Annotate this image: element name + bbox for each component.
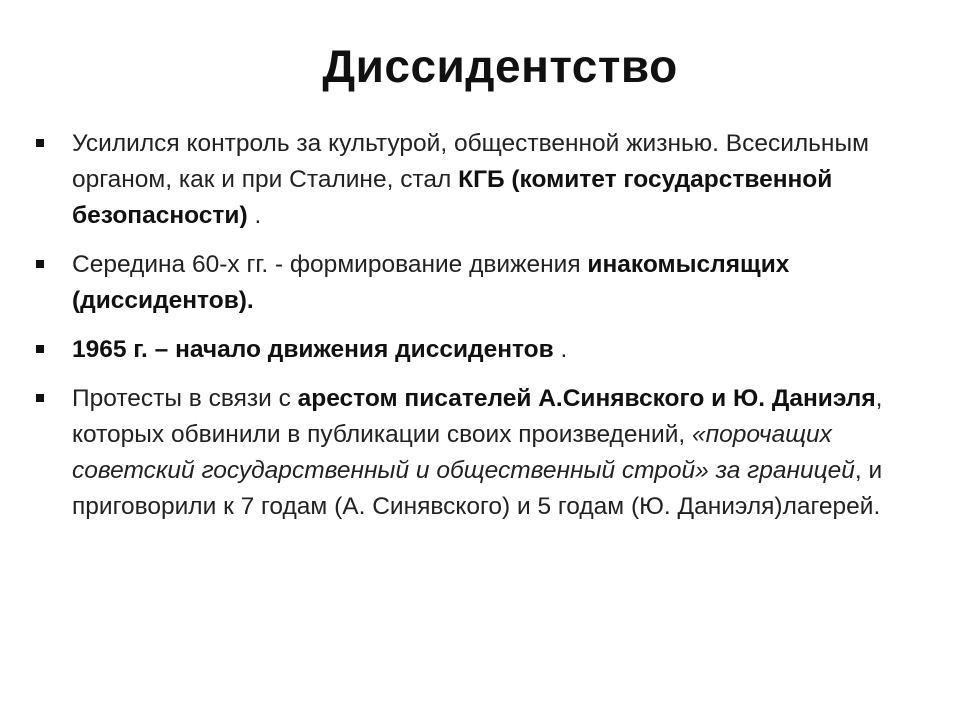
square-bullet-icon bbox=[36, 260, 44, 268]
bullet-item-1965 bbox=[36, 332, 916, 368]
bullet-text-segment: . bbox=[553, 336, 568, 363]
bullet-text-segment: Протесты в связи с bbox=[72, 385, 298, 412]
bullet-item-dissidents-movement bbox=[36, 247, 916, 319]
bullet-text-segment: , которых обвинили в публикации своих произведений, bbox=[72, 385, 883, 448]
bullet-text-segment: . bbox=[247, 202, 262, 229]
bullet-text-segment: , и приговорили к 7 годам (А. Синявского) и 5 годам (Ю. Даниэля)лагерей. bbox=[72, 457, 883, 520]
bullet-text-italic: «порочащих советский государственный и общественный строй» за границей bbox=[72, 421, 855, 484]
bullet-list bbox=[36, 126, 916, 538]
bullet-item-protests bbox=[36, 381, 916, 525]
bullet-text-bold: инакомыслящих (диссидентов). bbox=[72, 251, 790, 314]
bullet-text-bold: 1965 г. – начало движения диссидентов bbox=[72, 336, 554, 363]
square-bullet-icon bbox=[36, 139, 44, 147]
bullet-item-kgb bbox=[36, 126, 916, 234]
slide-title: Диссидентство bbox=[322, 40, 678, 92]
bullet-text-bold: КГБ (комитет государственной безопасности) bbox=[72, 166, 833, 229]
bullet-text-segment: Середина 60-х гг. - формирование движения bbox=[72, 251, 588, 278]
square-bullet-icon bbox=[36, 394, 44, 402]
square-bullet-icon bbox=[36, 345, 44, 353]
bullet-text-bold: арестом писателей А.Синявского и Ю. Даниэля bbox=[297, 385, 876, 412]
bullet-text-segment: Усилился контроль за культурой, общественной жизнью. Всесильным органом, как и при Сталине, стал bbox=[72, 130, 869, 193]
